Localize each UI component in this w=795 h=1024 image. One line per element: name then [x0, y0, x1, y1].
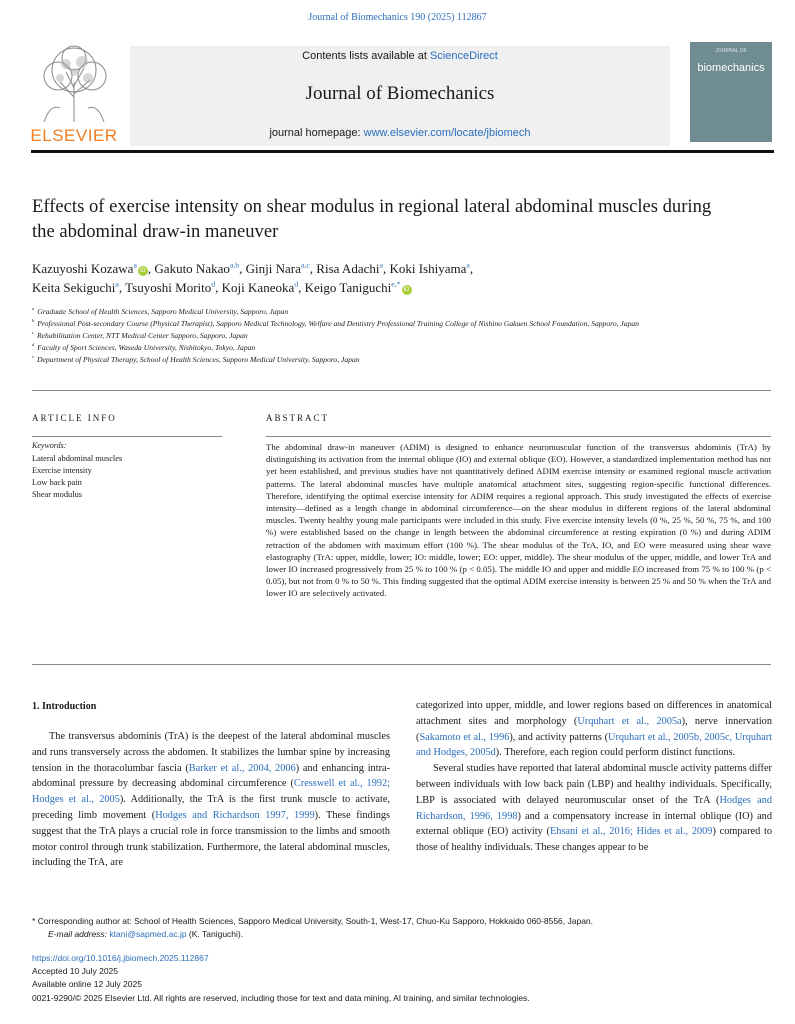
- contents-prefix: Contents lists available at: [302, 50, 430, 62]
- citation-link[interactable]: Ehsani et al., 2016; Hides et al., 2009: [549, 826, 713, 838]
- elsevier-wordmark: ELSEVIER: [30, 126, 118, 145]
- article-info-divider: [32, 436, 222, 437]
- journal-name: Journal of Biomechanics: [305, 83, 495, 104]
- body-column-left: [32, 729, 390, 871]
- keyword-item: Shear modulus: [32, 490, 83, 499]
- affiliation-marker: b: [32, 318, 35, 324]
- author-name[interactable]: Ginji Nara: [245, 261, 301, 276]
- intro-paragraph-1-cont: categorized into upper, middle, and lower regions based on differences in anatomical attachment sites and morphology (Urquhart et al., 2005a), nerve innervation (Sakamoto et al., 1996), and activity patterns (Urquhart et al., 2005b, 2005c, Urquhart and Hodges, 2005d). Therefore, each region could perform distinct functions.: [416, 700, 772, 759]
- affiliation-item: [32, 342, 762, 354]
- article-info-heading: ARTICLE INFO: [32, 413, 117, 423]
- citation-link[interactable]: Sakamoto et al., 1996: [419, 731, 510, 743]
- abstract-divider: [266, 436, 771, 437]
- citation-link[interactable]: Barker et al., 2004, 2006: [188, 762, 296, 774]
- sciencedirect-link[interactable]: ScienceDirect: [429, 50, 498, 62]
- citation-link[interactable]: Urquhart et al., 2005b, 2005c, Urquhart and Hodges, 2005d: [416, 731, 772, 759]
- author-list: Kazuyoshi Kozawa$^a$iD , Gakuto Nakao$^{a,b}$, Ginji Nara$^{a,c}$, Risa Adachi$^a$, Koki Ishiyama$^a$, Keita Sekiguchi$^a$, Tsuyoshi Morito$^d$, Koji Kaneoka$^d$, Keigo Taniguchi$^{e,*}$iD: [32, 260, 474, 295]
- author-name[interactable]: Koki Ishiyama: [389, 261, 467, 276]
- affiliation-text: Faculty of Sport Sciences, Waseda University, Nishitokyo, Tokyo, Japan: [37, 343, 256, 352]
- citation-link[interactable]: Urquhart et al., 2005a: [577, 715, 682, 727]
- author-affiliation-marker[interactable]: a: [115, 279, 119, 289]
- author-affiliation-marker[interactable]: a,c: [300, 260, 310, 270]
- journal-cover-image[interactable]: [690, 42, 772, 142]
- affiliation-marker: e: [32, 354, 35, 360]
- author-name[interactable]: Kazuyoshi Kozawa: [32, 261, 134, 276]
- intro-paragraph-1: The transversus abdominis (TrA) is the deepest of the lateral abdominal muscles and runs transversely across the abdomen. It stabilizes the lumbar spine by increasing tension in the thoracolumbar fascia (Barker et al., 2004, 2006) and enhancing intra-abdominal pressure by decreasing abdominal circumference (Cresswell et al., 1992; Hodges et al., 2005). Additionally, the TrA is the first trunk muscle to activate, preceding limb movement (Hodges and Richardson 1997, 1999). These findings suggest that the TrA plays a crucial role in force transmission to the limbs and smooth motor control through trunk stabilization. Furthermore, the lateral abdominal muscles, including the TrA, are: [32, 731, 390, 869]
- affiliation-item: [32, 318, 762, 330]
- author-affiliation-marker[interactable]: d: [211, 279, 216, 289]
- contents-available-line: [130, 50, 670, 62]
- abstract-heading: ABSTRACT: [266, 413, 330, 423]
- keyword-item: Low back pain: [32, 478, 82, 487]
- author-affiliation-marker[interactable]: a: [466, 260, 470, 270]
- author-name[interactable]: Risa Adachi: [316, 261, 380, 276]
- author-affiliation-marker[interactable]: a,b: [229, 260, 240, 270]
- email-link[interactable]: ktani@sapmed.ac.jp: [109, 929, 187, 939]
- affiliation-text: Graduate School of Health Sciences, Sapporo Medical University, Sapporo, Japan: [37, 307, 289, 316]
- author-name[interactable]: Keita Sekiguchi: [32, 280, 116, 295]
- introduction-heading: 1. Introduction: [32, 701, 97, 712]
- email-suffix: (K. Taniguchi).: [186, 929, 244, 939]
- citation-link[interactable]: Hodges and Richardson 1997, 1999: [155, 809, 315, 821]
- abstract-end-divider: [32, 664, 771, 665]
- cover-journal-word: biomechanics: [697, 62, 765, 74]
- journal-homepage-line: [130, 127, 670, 139]
- affiliation-divider: [32, 390, 771, 391]
- doi-link[interactable]: https://doi.org/10.1016/j.jbiomech.2025.112867: [32, 953, 209, 963]
- corresponding-footnote: [32, 915, 772, 941]
- affiliation-marker: a: [32, 306, 35, 312]
- header-divider: [31, 150, 774, 153]
- publication-info: [32, 952, 772, 1005]
- journal-citation-link[interactable]: Journal of Biomechanics 190 (2025) 112867: [308, 12, 487, 23]
- affiliation-item: [32, 354, 762, 366]
- footnote-marker: *: [32, 916, 36, 926]
- abstract-text: The abdominal draw-in maneuver (ADIM) is designed to enhance neuromuscular function of the transversus abdominis (TrA) by distinguishing its activation from the internal oblique (IO) and external oblique (EO). However, a standardized implementation method has not yet been established, and previous studies have not quantitatively defined ADIM exercise intensity or examined regional muscle activation patterns. The lateral abdominal muscles have multiple anatomical attachment sites, suggesting region-specific functional differences. Therefore, identifying the optimal exercise intensity for ADIM requires a regional approach. This study investigated the effects of exercise intensity—defined as a length change in abdominal circumference—on the shear modulus in different regions of the lateral abdominal muscles. Twenty healthy young male participants were included in this study. Five exercise intensity levels (0 %, 25 %, 50 %, 75 %, and 100 %) were established based on the change in length between the abdominal circumference at resting expiration (0 %) and during ADIM retraction of the abdomen with maximum effort (100 %). The shear modulus of the TrA, IO, and EO were measured using shear wave elastography (TrA: upper, middle, lower; IO: middle, lower; EO: upper, middle). The shear modulus of the upper, middle, and lower TrA and lower IO increased progressively from 25 % to 100 % (p < 0.05). The middle IO and upper and middle EO increased from 75 % to 100 % (p < 0.05), but not from 0 % to 50 %. This finding suggested that the optimal ADIM exercise intensity is between 25 % and 50 % when the TrA and lower IO are selectively activated.: [266, 442, 771, 599]
- email-label: E-mail address:: [48, 929, 110, 939]
- author-affiliation-marker[interactable]: a: [379, 260, 383, 270]
- homepage-prefix: journal homepage:: [269, 127, 364, 139]
- homepage-link[interactable]: www.elsevier.com/locate/jbiomech: [363, 127, 531, 139]
- affiliation-item: [32, 306, 762, 318]
- author-affiliation-marker[interactable]: a: [133, 260, 137, 270]
- keyword-item: Exercise intensity: [32, 466, 92, 475]
- corresponding-author-text: Corresponding author at: School of Health Sciences, Sapporo Medical University, South-1, West-17, Chuo-Ku Sapporo, Hokkaido 060-8556, Japan.: [37, 916, 594, 926]
- citation-link[interactable]: Cresswell et al., 1992; Hodges et al., 2005: [32, 778, 390, 806]
- intro-paragraph-2: Several studies have reported that lateral abdominal muscle activity patterns differ between individuals with low back pain (LBP) and healthy individuals. Specifically, LBP is associated with delayed neuromuscular onset of the TrA (Hodges and Richardson, 1996, 1998) and a compensatory increase in internal oblique (IO) and external oblique (EO) activity (Ehsani et al., 2016; Hides et al., 2009) compared to those of healthy individuals. These changes appear to be: [416, 763, 773, 854]
- copyright-line: 0021-9290/© 2025 Elsevier Ltd. All rights are reserved, including those for text and data mining, AI training, and similar technologies.: [32, 992, 530, 1003]
- orcid-icon[interactable]: iD: [138, 266, 148, 276]
- accepted-date: Accepted 10 July 2025: [32, 966, 119, 977]
- cover-small-text: JOURNAL OF: [715, 48, 747, 54]
- body-column-right: [416, 698, 772, 856]
- author-name[interactable]: Koji Kaneoka: [221, 280, 295, 295]
- keywords-list: [32, 453, 122, 501]
- author-name[interactable]: Keigo Taniguchi: [304, 280, 392, 295]
- citation-link[interactable]: Hodges and Richardson, 1996, 1998: [416, 794, 773, 822]
- affiliation-text: Professional Post-secondary Course (Physical Therapist), Sapporo Medical Technology, Welfare and Dentistry Professional Training College of Nishino Gakuen School Foundation, Sapporo, Japan: [37, 319, 639, 328]
- author-affiliation-marker[interactable]: e,*: [391, 279, 401, 289]
- affiliation-text: Department of Physical Therapy, School of Health Sciences, Sapporo Medical University, Sapporo, Japan: [37, 355, 360, 364]
- keyword-item: Lateral abdominal muscles: [32, 454, 123, 463]
- orcid-icon[interactable]: iD: [402, 285, 412, 295]
- affiliation-marker: d: [32, 342, 35, 348]
- author-affiliation-marker[interactable]: d: [294, 279, 299, 289]
- affiliation-marker: c: [32, 330, 35, 336]
- author-name[interactable]: Tsuyoshi Morito: [125, 280, 212, 295]
- online-date: Available online 12 July 2025: [32, 979, 142, 990]
- article-title: Effects of exercise intensity on shear modulus in regional lateral abdominal muscles during the abdominal draw-in maneuver: [32, 196, 712, 242]
- affiliation-text: Rehabilitation Center, NTT Medical Center Sapporo, Sapporo, Japan: [37, 331, 248, 340]
- keywords-label: Keywords:: [32, 441, 67, 450]
- affiliation-list: [32, 306, 762, 366]
- author-name[interactable]: Gakuto Nakao: [154, 261, 230, 276]
- affiliation-item: [32, 330, 762, 342]
